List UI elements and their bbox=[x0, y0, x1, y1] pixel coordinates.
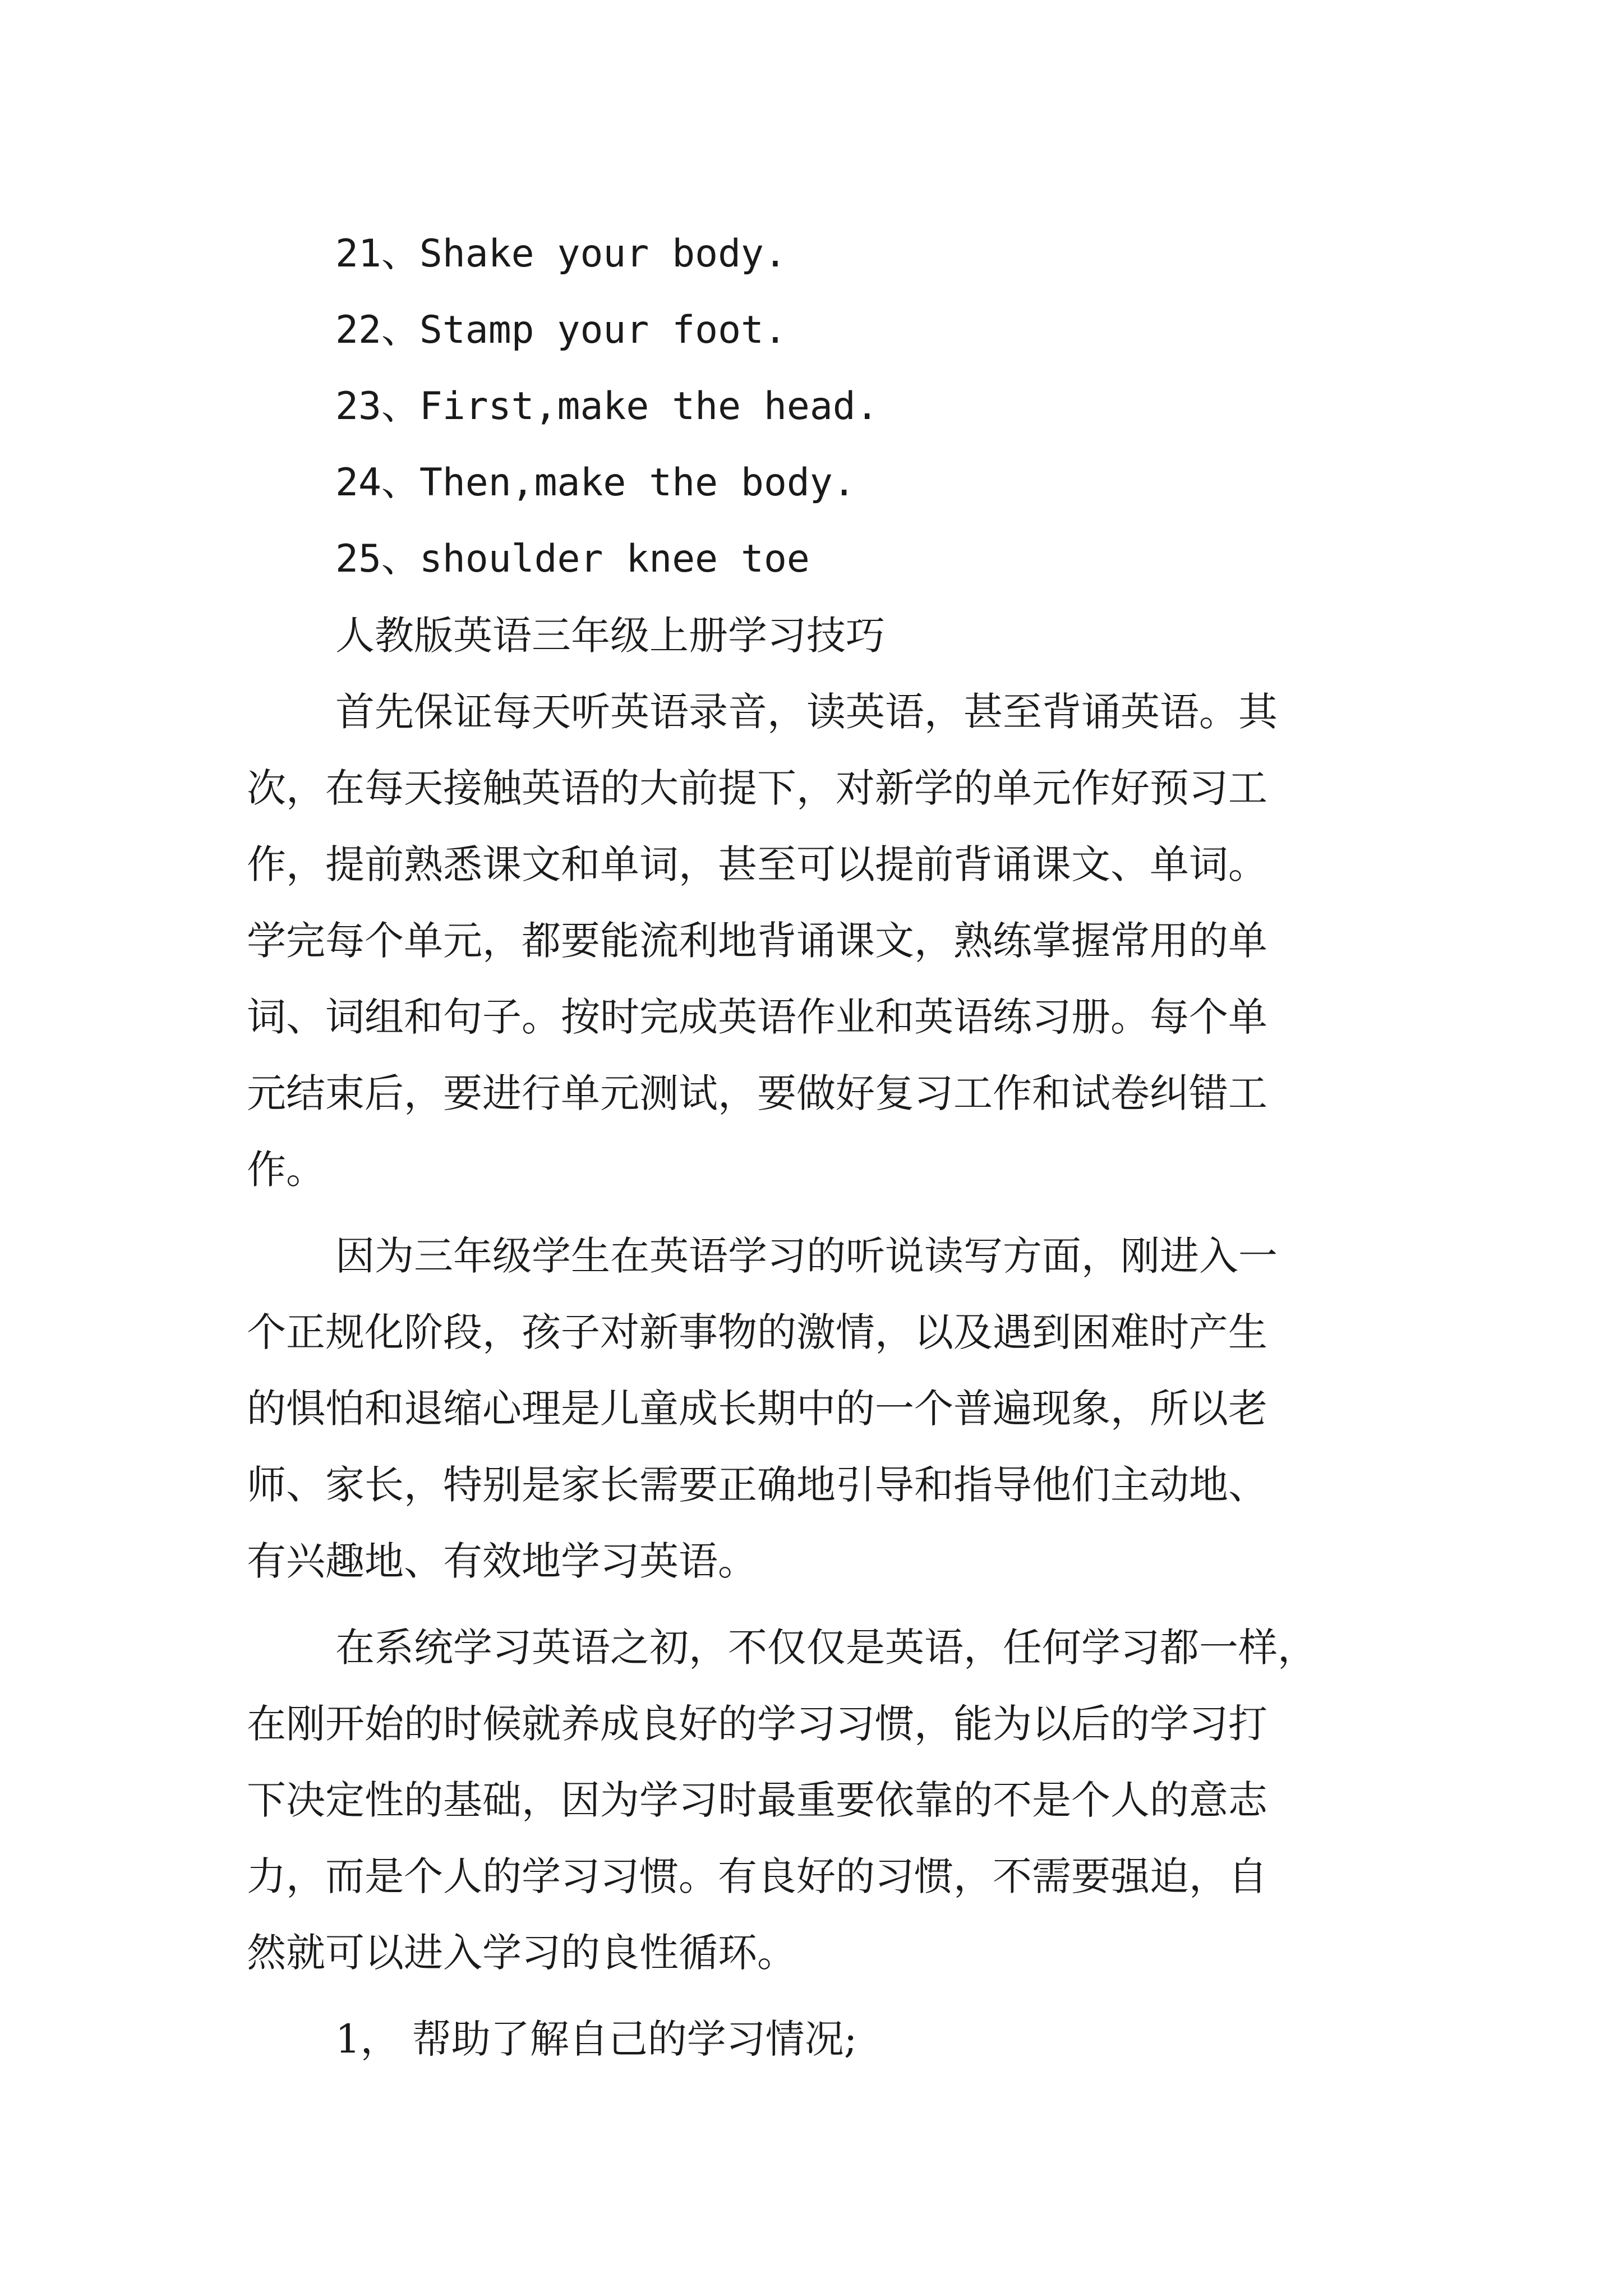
paragraph-line: 在刚开始的时候就养成良好的学习习惯，能为以后的学习打 bbox=[247, 1701, 1267, 1747]
paragraph-3 bbox=[247, 1609, 1374, 1991]
paragraph-spacer bbox=[247, 1991, 1374, 2001]
list-item-21: 21、Shake your body. bbox=[335, 232, 787, 276]
document-body bbox=[247, 216, 1374, 2077]
list-item-23: 23、First,make the head. bbox=[335, 384, 879, 429]
paragraph-line: 作，提前熟悉课文和单词，甚至可以提前背诵课文、单词。 bbox=[247, 841, 1267, 887]
list-item-25: 25、shoulder knee toe bbox=[335, 537, 810, 581]
paragraph-line: 词、词组和句子。按时完成英语作业和英语练习册。每个单 bbox=[247, 994, 1267, 1040]
paragraph-spacer bbox=[247, 1599, 1374, 1609]
paragraph-2 bbox=[247, 1218, 1374, 1599]
paragraph-line: 元结束后，要进行单元测试，要做好复习工作和试卷纠错工 bbox=[247, 1070, 1267, 1116]
list-item-22: 22、Stamp your foot. bbox=[335, 308, 787, 352]
paragraph-line: 下决定性的基础，因为学习时最重要依靠的不是个人的意志 bbox=[247, 1777, 1267, 1823]
paragraph-line: 力，而是个人的学习习惯。有良好的习惯，不需要强迫，自 bbox=[247, 1853, 1267, 1899]
paragraph-line: 有兴趣地、有效地学习英语。 bbox=[247, 1538, 757, 1584]
section-heading: 人教版英语三年级上册学习技巧 bbox=[335, 613, 885, 659]
paragraph-line: 的惧怕和退缩心理是儿童成长期中的一个普遍现象，所以老 bbox=[247, 1386, 1267, 1432]
paragraph-spacer bbox=[247, 1208, 1374, 1218]
paragraph-line: 因为三年级学生在英语学习的听说读写方面，刚进入一 bbox=[335, 1233, 1278, 1279]
paragraph-line: 师、家长，特别是家长需要正确地引导和指导他们主动地、 bbox=[247, 1462, 1267, 1508]
paragraph-line: 作。 bbox=[247, 1147, 325, 1193]
paragraph-line: 首先保证每天听英语录音，读英语，甚至背诵英语。其 bbox=[335, 689, 1278, 735]
paragraph-line: 在系统学习英语之初，不仅仅是英语，任何学习都一样， bbox=[335, 1625, 1317, 1671]
paragraph-line: 然就可以进入学习的良性循环。 bbox=[247, 1930, 796, 1976]
list-item-24: 24、Then,make the body. bbox=[335, 461, 856, 505]
paragraph-line: 个正规化阶段，孩子对新事物的激情，以及遇到困难时产生 bbox=[247, 1309, 1267, 1355]
paragraph-1 bbox=[247, 674, 1374, 1208]
paragraph-line: 次，在每天接触英语的大前提下，对新学的单元作好预习工 bbox=[247, 765, 1267, 811]
numbered-item-1: 1， 帮助了解自己的学习情况; bbox=[335, 2016, 857, 2062]
paragraph-line: 学完每个单元，都要能流利地背诵课文，熟练掌握常用的单 bbox=[247, 918, 1267, 964]
